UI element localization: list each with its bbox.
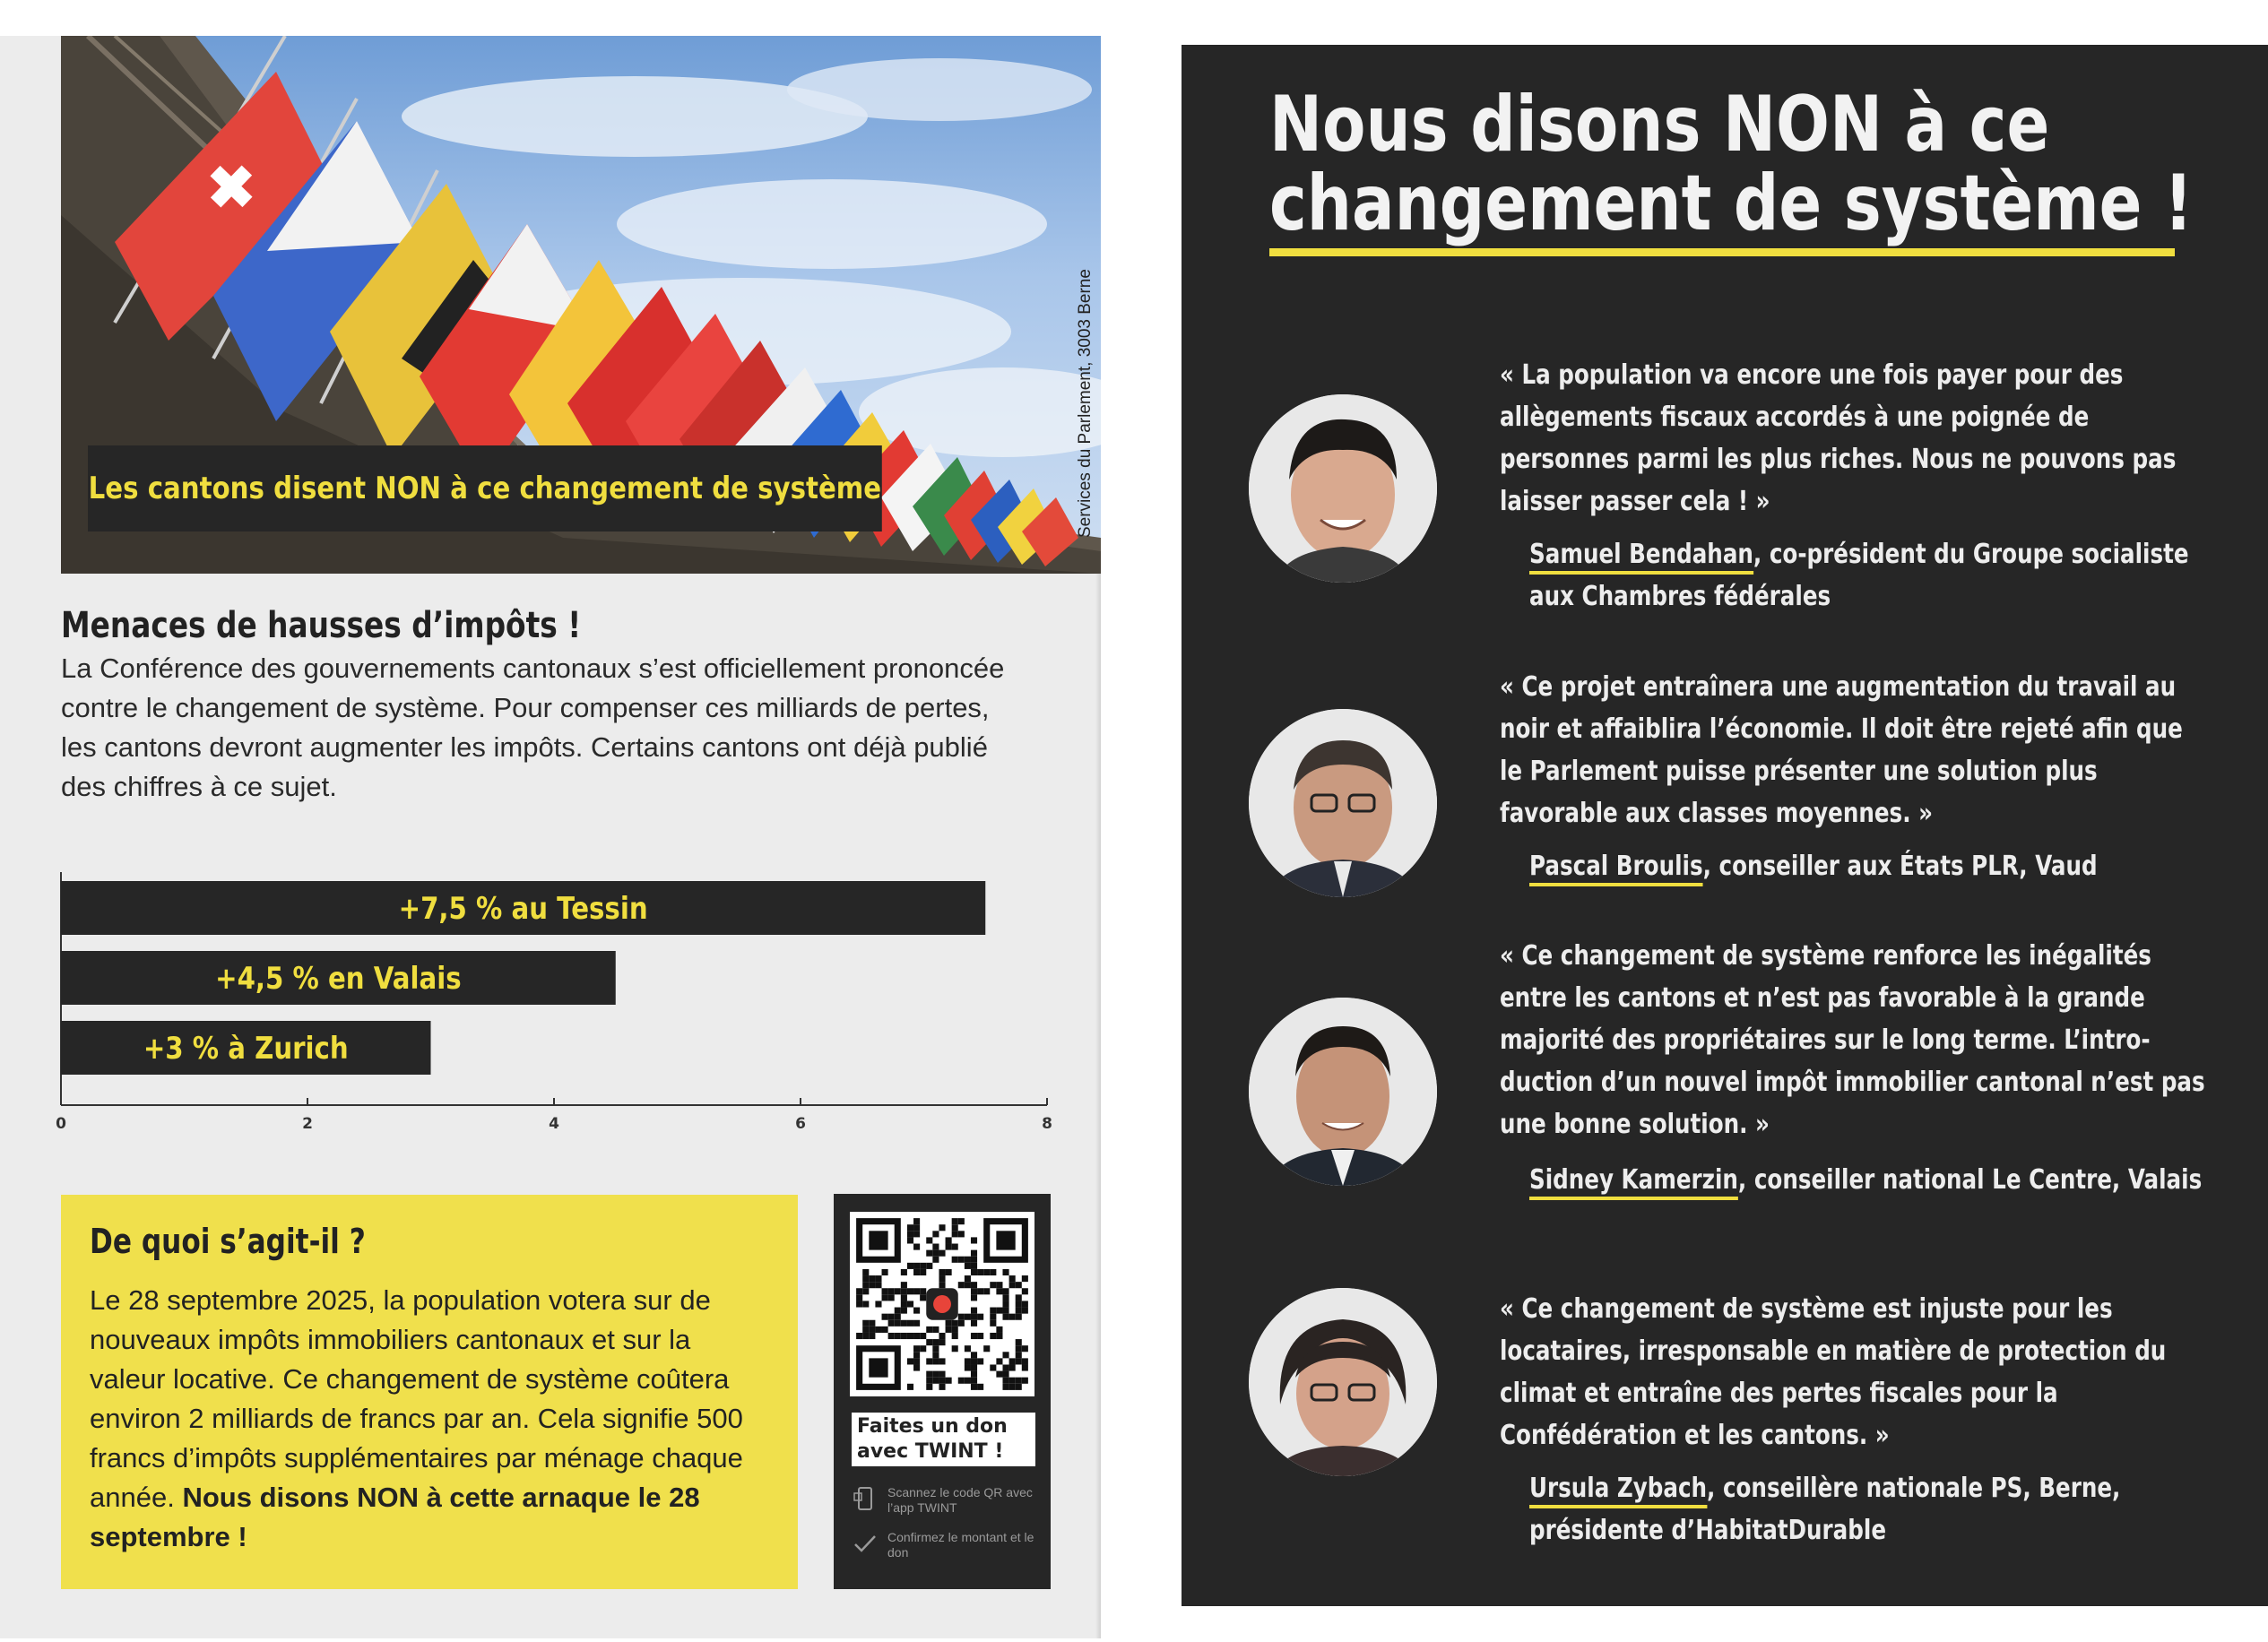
- portrait-kamerzin: [1249, 998, 1437, 1186]
- twint-step-confirm: [852, 1530, 1040, 1560]
- twint-step-scan: [852, 1485, 1040, 1516]
- x-tick-label-3: 6: [795, 1115, 806, 1133]
- about-box: [61, 1195, 798, 1589]
- speaker-name: Samuel Bendahan: [1529, 539, 1753, 575]
- portrait-zybach: [1249, 1288, 1437, 1476]
- x-tick-label-2: 4: [549, 1115, 559, 1133]
- attribution-broulis: [1529, 845, 2235, 887]
- checkmark-icon: [852, 1530, 879, 1557]
- attribution-zybach: [1529, 1467, 2235, 1551]
- about-body-text: Le 28 septembre 2025, la population votera sur de nouveaux impôts immobiliers cantonaux et sur la valeur locative. Ce changement de système coûtera environ 2 milliards de francs par an. Cela signifie 500 francs d’impôts supplémentaires par ménage chaque année.: [90, 1284, 743, 1513]
- x-tick-label-0: 0: [56, 1115, 66, 1133]
- left-page: [0, 36, 1101, 1638]
- x-tick-label-4: 8: [1042, 1115, 1052, 1133]
- quote-text-kamerzin: « Ce changement de système renforce les inégalités entre les cantons et n’est pas favorable à la grande majorité des propriétaires sur le long terme. L’introduction d’un nouvel impôt immobilier cantonal n’est pas une bonne solution. »: [1500, 940, 2205, 1140]
- right-title-line-1: Nous disons NON à ce: [1269, 80, 2050, 169]
- threats-heading: Menaces de hausses d’impôts !: [61, 605, 582, 646]
- bar-label-1: +4,5 % en Valais: [215, 961, 462, 997]
- phone-scan-icon: [852, 1485, 879, 1512]
- about-emphasis: Nous disons NON à cette arnaque le 28 septembre !: [90, 1482, 700, 1552]
- person-portrait-icon: [1249, 998, 1437, 1186]
- bar-label-0: +7,5 % au Tessin: [398, 891, 648, 927]
- attribution-kamerzin: [1529, 1159, 2235, 1201]
- person-portrait-icon: [1249, 394, 1437, 583]
- portrait-bendahan: [1249, 394, 1437, 583]
- right-page: [1182, 0, 2268, 1642]
- right-title-line-2: changement de système !: [1269, 159, 2194, 248]
- attribution-bendahan: [1529, 533, 2235, 618]
- threats-paragraph: La Conférence des gouvernements cantonaux s’est officiellement prononcée contre le changement de système. Pour compenser ces milliards de pertes, les cantons devront augmenter les impôts. Certains cantons ont déjà publié des chiffres à ce sujet.: [61, 652, 1005, 802]
- speaker-role: , conseillère nationale PS, Berne, présidente d’HabitatDurable: [1529, 1473, 2121, 1546]
- quote-text-broulis: « Ce projet entraînera une augmentation du travail au noir et affaiblira l’économie. Il doit être rejeté afin que le Parlement puisse présenter une solution plus favorable aux classes moyennes. »: [1500, 671, 2183, 829]
- bar-label-2: +3 % à Zurich: [143, 1031, 349, 1067]
- about-heading: De quoi s’agit-il ?: [90, 1222, 366, 1261]
- speaker-role: , co-président du Groupe socialiste aux Chambres fédérales: [1529, 539, 2189, 612]
- qr-code-icon[interactable]: [850, 1212, 1034, 1396]
- twint-cta: Faites un don avec TWINT !: [852, 1413, 1035, 1466]
- quote-text-zybach: « Ce changement de système est injuste pour les locataires, irresponsable en matière de protection du climat et entraîne des pertes fiscales pour la Confédération et les cantons. »: [1500, 1293, 2167, 1451]
- portrait-broulis: [1249, 709, 1437, 897]
- speaker-role: , conseiller aux États PLR, Vaud: [1702, 851, 2098, 882]
- cantons-banner: Les cantons disent NON à ce changement de système: [88, 445, 882, 531]
- speaker-role: , conseiller national Le Centre, Valais: [1737, 1164, 2203, 1196]
- speaker-name: Sidney Kamerzin: [1529, 1164, 1738, 1200]
- x-tick-label-1: 2: [302, 1115, 313, 1133]
- title-underline: [1269, 248, 2175, 256]
- photo-credit: Services du Parlement, 3003 Berne: [1076, 269, 1095, 538]
- speaker-name: Ursula Zybach: [1529, 1473, 1707, 1508]
- tax-increase-chart: [0, 36, 1101, 1147]
- right-page-title: [1269, 80, 2194, 248]
- about-paragraph: [90, 1281, 769, 1557]
- person-portrait-icon: [1249, 1288, 1437, 1476]
- speaker-name: Pascal Broulis: [1529, 851, 1703, 886]
- twint-donation-box: [834, 1194, 1051, 1589]
- twint-step-confirm-text: Confirmez le montant et le don: [887, 1530, 1034, 1560]
- person-portrait-icon: [1249, 709, 1437, 897]
- quote-text-bendahan: « La population va encore une fois payer pour des allègements fiscaux accordés à une poignée de personnes parmi les plus riches. Nous ne pouvons pas laisser passer cela ! »: [1500, 359, 2177, 517]
- twint-step-scan-text: Scannez le code QR avec l’app TWINT: [887, 1485, 1033, 1515]
